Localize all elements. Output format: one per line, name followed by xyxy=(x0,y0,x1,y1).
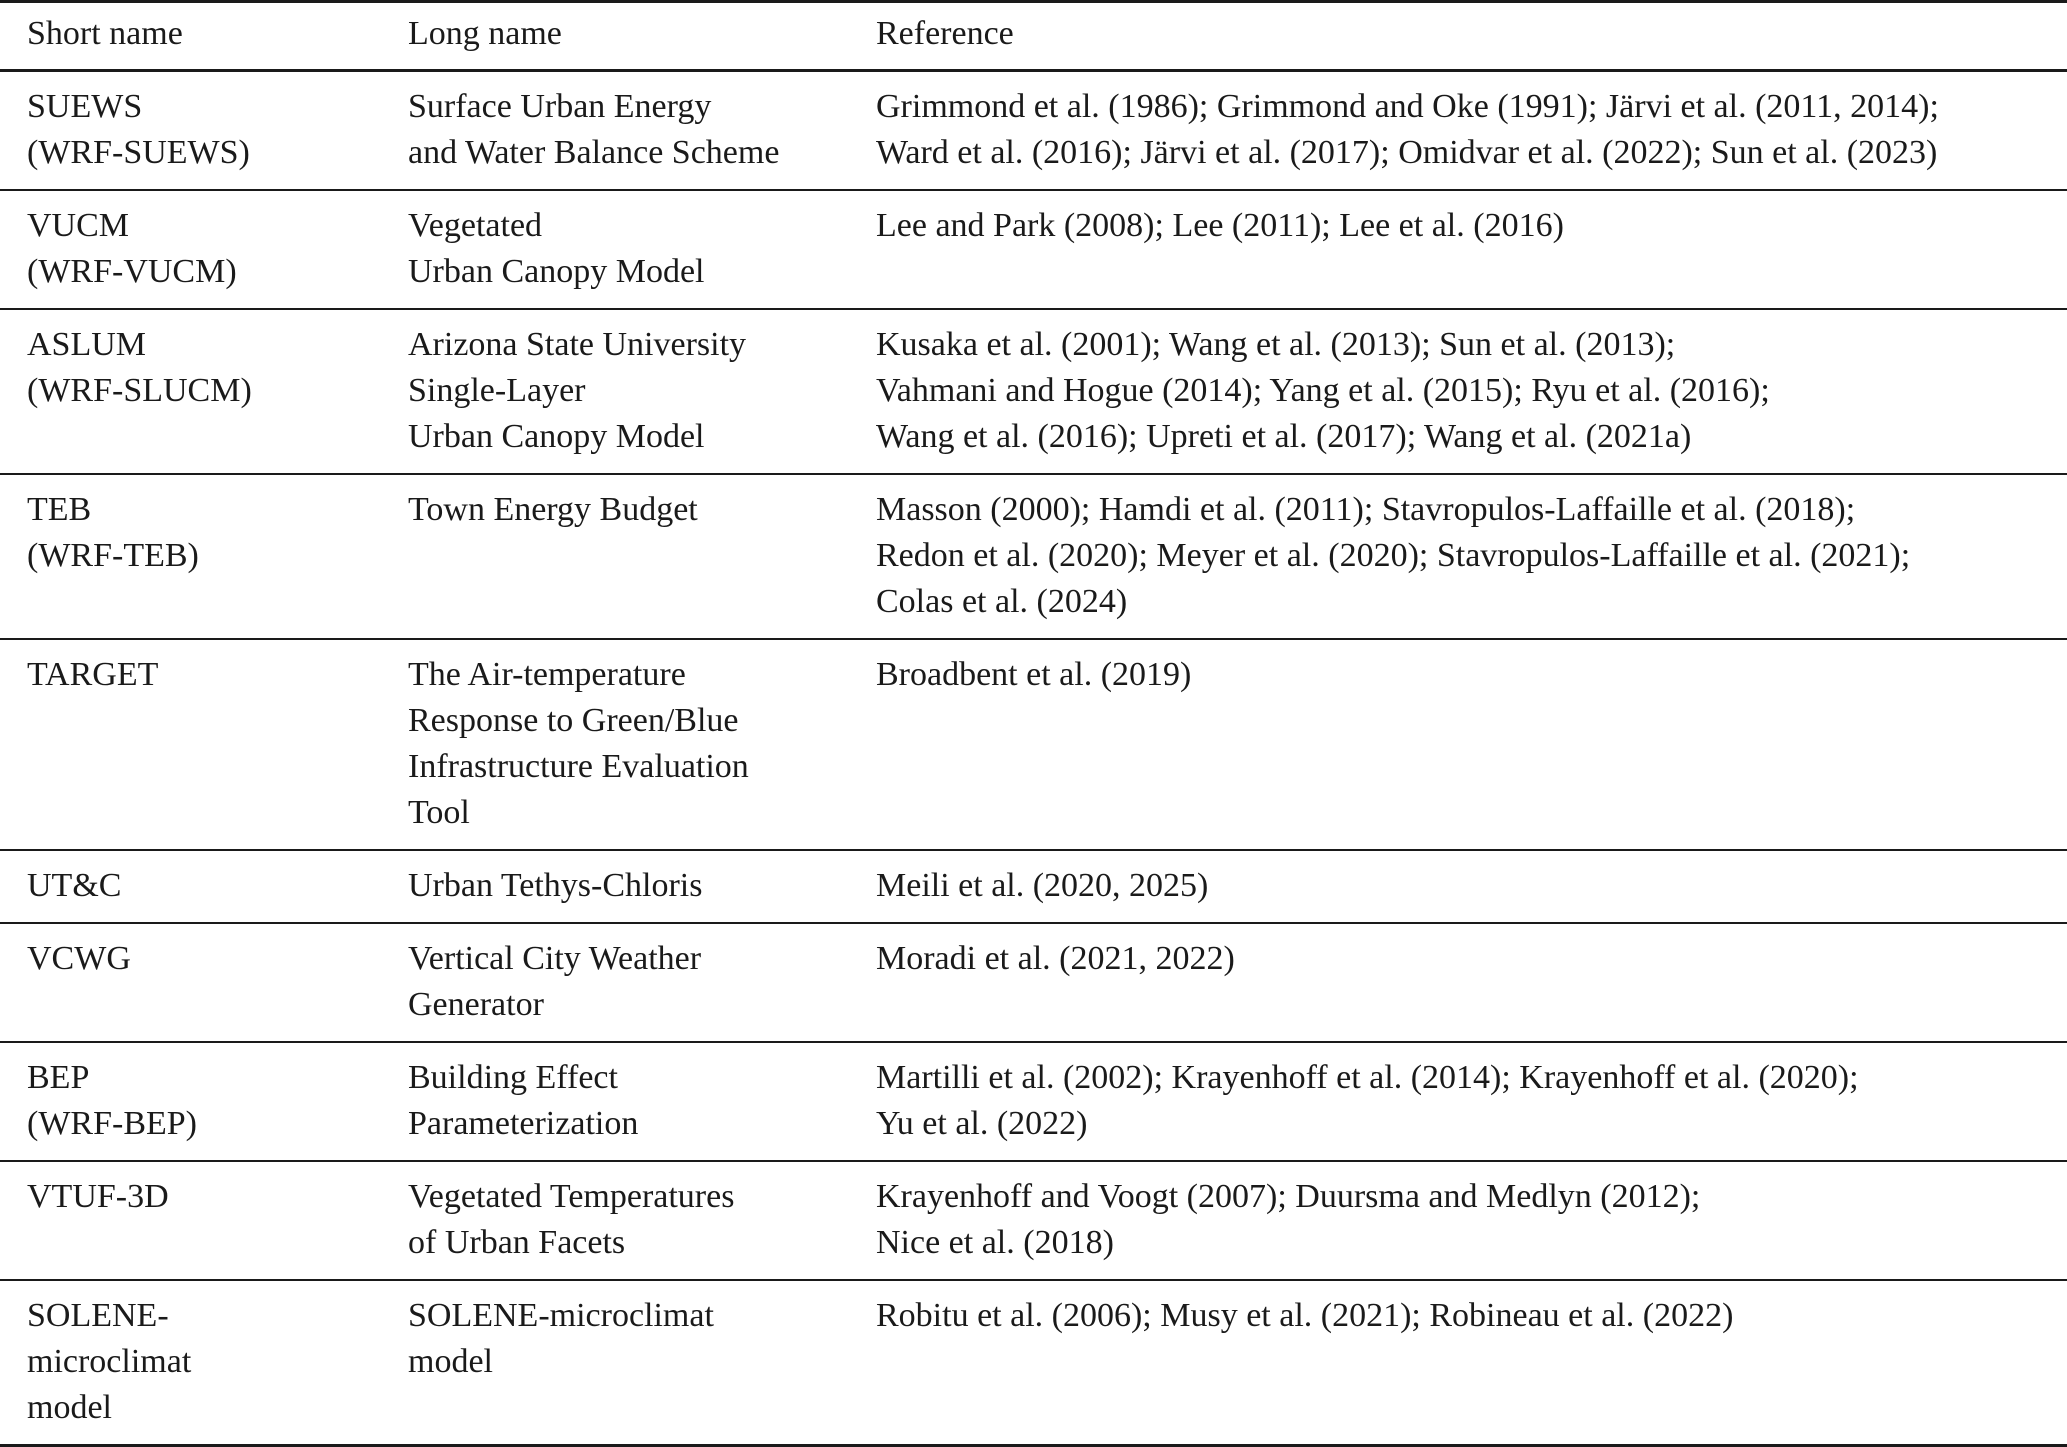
long-name-cell-line: Tool xyxy=(408,794,470,831)
long-name-cell xyxy=(408,1161,876,1280)
short-name-cell xyxy=(0,1042,408,1161)
reference-cell xyxy=(876,1280,2067,1446)
reference-cell xyxy=(876,639,2067,850)
reference-cell-line: Colas et al. (2024) xyxy=(876,583,1128,620)
long-name-cell-line: of Urban Facets xyxy=(408,1224,626,1261)
short-name-cell-line: ASLUM xyxy=(27,326,147,363)
short-name-cell xyxy=(0,1161,408,1280)
reference-cell xyxy=(876,190,2067,309)
long-name-cell-line: and Water Balance Scheme xyxy=(408,134,780,171)
short-name-cell-line: (WRF-VUCM) xyxy=(27,253,237,290)
short-name-cell xyxy=(0,639,408,850)
reference-cell-line: Broadbent et al. (2019) xyxy=(876,656,1192,693)
reference-cell-line: Grimmond et al. (1986); Grimmond and Oke (1991); Järvi et al. (2011, 2014); xyxy=(876,88,1939,125)
long-name-cell xyxy=(408,639,876,850)
table-row xyxy=(0,190,2067,309)
table-row xyxy=(0,309,2067,474)
short-name-cell-line: VUCM xyxy=(27,207,130,244)
long-name-cell-line: Vegetated xyxy=(408,207,543,244)
reference-cell-line: Moradi et al. (2021, 2022) xyxy=(876,940,1235,977)
short-name-cell-line: BEP xyxy=(27,1059,90,1096)
long-name-cell-line: Single-Layer xyxy=(408,372,586,409)
long-name-cell xyxy=(408,1042,876,1161)
short-name-cell xyxy=(0,474,408,639)
long-name-cell xyxy=(408,71,876,191)
long-name-cell-line: Arizona State University xyxy=(408,326,747,363)
long-name-cell-line: Town Energy Budget xyxy=(408,491,698,528)
long-name-cell-line: Urban Canopy Model xyxy=(408,253,705,290)
short-name-cell xyxy=(0,309,408,474)
short-name-cell-line: TEB xyxy=(27,491,92,528)
short-name-cell-line: VCWG xyxy=(27,940,131,977)
long-name-cell-line: Urban Canopy Model xyxy=(408,418,705,455)
reference-cell-line: Vahmani and Hogue (2014); Yang et al. (2015); Ryu et al. (2016); xyxy=(876,372,1770,409)
reference-cell-line: Wang et al. (2016); Upreti et al. (2017); Wang et al. (2021a) xyxy=(876,418,1692,455)
reference-cell-line: Robitu et al. (2006); Musy et al. (2021); Robineau et al. (2022) xyxy=(876,1297,1734,1334)
short-name-cell xyxy=(0,1280,408,1446)
reference-cell xyxy=(876,1161,2067,1280)
long-name-cell-line: Vegetated Temperatures xyxy=(408,1178,735,1215)
long-name-cell-line: Response to Green/Blue xyxy=(408,702,739,739)
long-name-cell-line: Urban Tethys-Chloris xyxy=(408,867,703,904)
long-name-cell-line: The Air-temperature xyxy=(408,656,686,693)
long-name-cell xyxy=(408,923,876,1042)
reference-cell-line: Masson (2000); Hamdi et al. (2011); Stavropulos-Laffaille et al. (2018); xyxy=(876,491,1856,528)
short-name-cell-line: (WRF-SLUCM) xyxy=(27,372,252,409)
long-name-cell xyxy=(408,1280,876,1446)
table-row xyxy=(0,474,2067,639)
reference-cell-line: Kusaka et al. (2001); Wang et al. (2013); Sun et al. (2013); xyxy=(876,326,1676,363)
table-header xyxy=(0,2,2067,71)
long-name-cell-line: Generator xyxy=(408,986,544,1023)
reference-cell-line: Meili et al. (2020, 2025) xyxy=(876,867,1209,904)
table-row xyxy=(0,71,2067,191)
table-row xyxy=(0,639,2067,850)
reference-cell xyxy=(876,1042,2067,1161)
short-name-cell-line: (WRF-BEP) xyxy=(27,1105,197,1142)
reference-cell xyxy=(876,309,2067,474)
short-name-cell-line: VTUF-3D xyxy=(27,1178,169,1215)
table-row xyxy=(0,1042,2067,1161)
long-name-cell xyxy=(408,309,876,474)
table-row xyxy=(0,850,2067,923)
short-name-cell-line: SUEWS xyxy=(27,88,143,125)
table-row xyxy=(0,1161,2067,1280)
short-name-cell xyxy=(0,850,408,923)
short-name-cell-line: microclimat xyxy=(27,1343,192,1380)
table-row xyxy=(0,923,2067,1042)
reference-cell xyxy=(876,923,2067,1042)
short-name-cell-line: TARGET xyxy=(27,656,159,693)
reference-cell-line: Nice et al. (2018) xyxy=(876,1224,1114,1261)
long-name-cell-line: SOLENE-microclimat xyxy=(408,1297,714,1334)
long-name-cell xyxy=(408,190,876,309)
long-name-cell-line: Vertical City Weather xyxy=(408,940,702,977)
reference-cell-line: Krayenhoff and Voogt (2007); Duursma and Medlyn (2012); xyxy=(876,1178,1701,1215)
reference-cell-line: Yu et al. (2022) xyxy=(876,1105,1088,1142)
header-short-name: Short name xyxy=(27,15,183,52)
reference-cell xyxy=(876,71,2067,191)
long-name-cell-line: Parameterization xyxy=(408,1105,639,1142)
header-long-name: Long name xyxy=(408,15,562,52)
long-name-cell xyxy=(408,850,876,923)
reference-cell xyxy=(876,474,2067,639)
reference-cell-line: Ward et al. (2016); Järvi et al. (2017); Omidvar et al. (2022); Sun et al. (2023) xyxy=(876,134,1938,171)
short-name-cell xyxy=(0,923,408,1042)
header-reference: Reference xyxy=(876,15,1014,52)
table-body xyxy=(0,71,2067,1446)
reference-cell-line: Redon et al. (2020); Meyer et al. (2020); Stavropulos-Laffaille et al. (2021); xyxy=(876,537,1911,574)
short-name-cell-line: model xyxy=(27,1389,112,1426)
long-name-cell-line: Surface Urban Energy xyxy=(408,88,712,125)
long-name-cell-line: model xyxy=(408,1343,493,1380)
reference-cell-line: Lee and Park (2008); Lee (2011); Lee et al. (2016) xyxy=(876,207,1564,244)
short-name-cell-line: (WRF-SUEWS) xyxy=(27,134,250,171)
header-row xyxy=(0,2,2067,71)
short-name-cell xyxy=(0,71,408,191)
reference-cell-line: Martilli et al. (2002); Krayenhoff et al. (2014); Krayenhoff et al. (2020); xyxy=(876,1059,1859,1096)
short-name-cell-line: (WRF-TEB) xyxy=(27,537,199,574)
long-name-cell-line: Infrastructure Evaluation xyxy=(408,748,749,785)
short-name-cell xyxy=(0,190,408,309)
long-name-cell-line: Building Effect xyxy=(408,1059,618,1096)
short-name-cell-line: SOLENE- xyxy=(27,1297,169,1334)
table-row xyxy=(0,1280,2067,1446)
reference-cell xyxy=(876,850,2067,923)
short-name-cell-line: UT&C xyxy=(27,867,122,904)
long-name-cell xyxy=(408,474,876,639)
